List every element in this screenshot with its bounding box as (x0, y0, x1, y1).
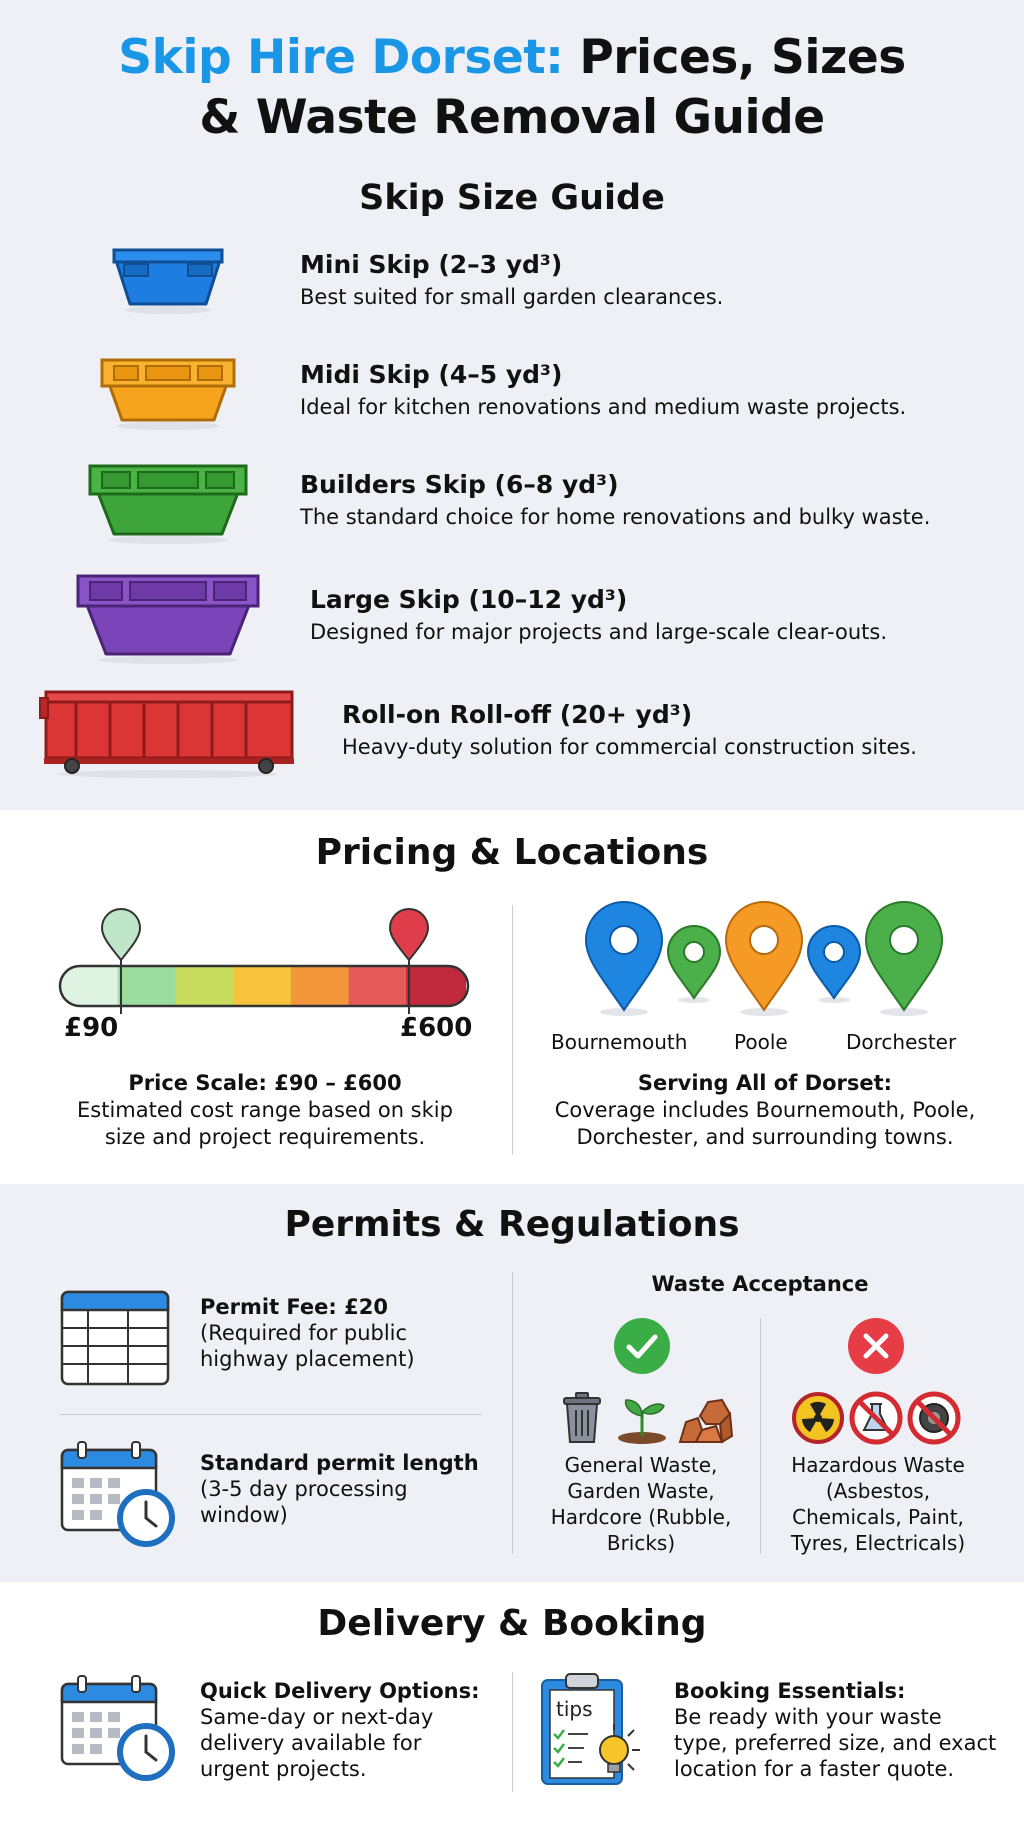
locations-caption-title: Serving All of Dorset: (637, 1071, 893, 1095)
quick-delivery-title: Quick Delivery Options: (200, 1679, 480, 1703)
skip-name: Mini Skip (2–3 yd³) (300, 250, 563, 279)
permit-fee-block (200, 1294, 415, 1372)
price-scale-segment (118, 966, 178, 1006)
plant-sprout-icon (616, 1394, 668, 1444)
skip-guide-heading: Skip Size Guide (359, 178, 665, 218)
accepted-check-icon (612, 1316, 672, 1376)
price-scale-segment (60, 966, 120, 1006)
permit-fee-line2: highway placement) (200, 1347, 415, 1371)
locations-caption (530, 1070, 1000, 1151)
location-label-bournemouth: Bournemouth (551, 1030, 688, 1054)
skip-item-midi (300, 360, 906, 419)
delivery-calendar-clock-icon (60, 1674, 176, 1782)
bricks-rubble-icon (676, 1396, 734, 1444)
price-scale-segment (349, 966, 409, 1006)
accepted-line: Garden Waste, (567, 1479, 715, 1503)
permit-length-line2: window) (200, 1503, 288, 1527)
rejected-line: Hazardous Waste (791, 1453, 965, 1477)
accepted-line: General Waste, (564, 1453, 718, 1477)
location-label-dorchester: Dorchester (846, 1030, 957, 1054)
title-line2: & Waste Removal Guide (199, 90, 825, 145)
price-caption-line2: size and project requirements. (104, 1125, 426, 1149)
page-title (0, 28, 1024, 148)
tips-clipboard-icon (540, 1672, 650, 1786)
price-caption-line1: Estimated cost range based on skip (77, 1098, 453, 1122)
skip-name: Large Skip (10–12 yd³) (310, 585, 628, 614)
quick-delivery-line: Same-day or next-day (200, 1705, 434, 1729)
mini-skip-icon (112, 246, 224, 314)
permits-row-divider (60, 1414, 482, 1415)
skip-item-large (310, 585, 887, 644)
title-accent: Skip Hire Dorset: (118, 30, 564, 85)
permit-fee-line1: (Required for public (200, 1321, 408, 1345)
pricing-heading: Pricing & Locations (315, 832, 709, 873)
skip-desc: Designed for major projects and large-scale clear-outs. (310, 620, 887, 644)
permit-length-block (200, 1450, 479, 1528)
booking-line: location for a faster quote. (674, 1757, 955, 1781)
accepted-line: Hardcore (Rubble, (550, 1505, 732, 1529)
skip-item-roro (342, 700, 917, 759)
pricing-divider (512, 905, 513, 1155)
rejected-line: Chemicals, Paint, (792, 1505, 964, 1529)
accepted-line: Bricks) (606, 1531, 676, 1555)
permit-form-icon (60, 1290, 170, 1386)
delivery-divider (512, 1672, 513, 1792)
roro-skip-icon (40, 688, 296, 778)
radiation-hazard-icon (792, 1392, 844, 1444)
location-label-poole: Poole (734, 1030, 788, 1054)
permits-divider (512, 1272, 513, 1554)
skip-desc: Heavy-duty solution for commercial construction sites. (342, 735, 917, 759)
permit-length-title: Standard permit length (200, 1451, 479, 1475)
price-caption (40, 1070, 490, 1151)
booking-title: Booking Essentials: (674, 1679, 906, 1703)
price-min-label: £90 (64, 1013, 119, 1043)
permits-heading: Permits & Regulations (284, 1204, 740, 1245)
skip-desc: The standard choice for home renovations and bulky waste. (300, 505, 931, 529)
locations-caption-line1: Coverage includes Bournemouth, Poole, (554, 1098, 976, 1122)
permit-length-line1: (3-5 day processing (200, 1477, 408, 1501)
quick-delivery-block (200, 1678, 479, 1782)
rejected-waste-text (766, 1452, 990, 1556)
price-scale-segment (175, 966, 235, 1006)
skip-name: Builders Skip (6–8 yd³) (300, 470, 619, 499)
rejected-cross-icon (846, 1316, 906, 1376)
accepted-waste-text (528, 1452, 754, 1556)
skip-item-builders (300, 470, 930, 529)
price-caption-title: Price Scale: £90 – £600 (128, 1071, 402, 1095)
booking-line: Be ready with your waste (674, 1705, 942, 1729)
price-scale-segment (291, 966, 351, 1006)
price-scale-bar (58, 908, 472, 1018)
booking-line: type, preferred size, and exact (674, 1731, 997, 1755)
skip-name: Midi Skip (4–5 yd³) (300, 360, 563, 389)
large-skip-icon (76, 572, 260, 664)
chemical-prohibited-icon (850, 1392, 902, 1444)
location-pins (580, 898, 950, 1020)
poole-pin-icon (726, 902, 802, 1010)
midi-skip-icon (100, 356, 236, 430)
skip-desc: Ideal for kitchen renovations and medium waste projects. (300, 395, 907, 419)
booking-block (674, 1678, 996, 1782)
locations-caption-line2: Dorchester, and surrounding towns. (576, 1125, 954, 1149)
title-rest: Prices, Sizes (579, 30, 906, 85)
waste-divider (760, 1318, 761, 1554)
tips-label: tips (556, 1697, 593, 1721)
bin-icon (560, 1392, 604, 1444)
delivery-heading: Delivery & Booking (317, 1603, 707, 1644)
bournemouth-pin-icon (586, 902, 662, 1010)
quick-delivery-line: urgent projects. (200, 1757, 367, 1781)
rejected-line: Tyres, Electricals) (790, 1531, 966, 1555)
skip-item-mini (300, 250, 723, 309)
builders-skip-icon (88, 462, 248, 544)
price-scale-segment (233, 966, 293, 1006)
tyre-prohibited-icon (908, 1392, 960, 1444)
price-max-label: £600 (400, 1013, 473, 1043)
rejected-line: (Asbestos, (825, 1479, 931, 1503)
skip-name: Roll-on Roll-off (20+ yd³) (342, 700, 693, 729)
permit-fee-title: Permit Fee: £20 (200, 1295, 388, 1319)
price-scale-segment (406, 966, 466, 1006)
dorchester-pin-icon (866, 902, 942, 1010)
waste-acceptance-heading: Waste Acceptance (651, 1272, 869, 1296)
calendar-clock-icon (60, 1440, 176, 1548)
quick-delivery-line: delivery available for (200, 1731, 422, 1755)
skip-desc: Best suited for small garden clearances. (300, 285, 724, 309)
